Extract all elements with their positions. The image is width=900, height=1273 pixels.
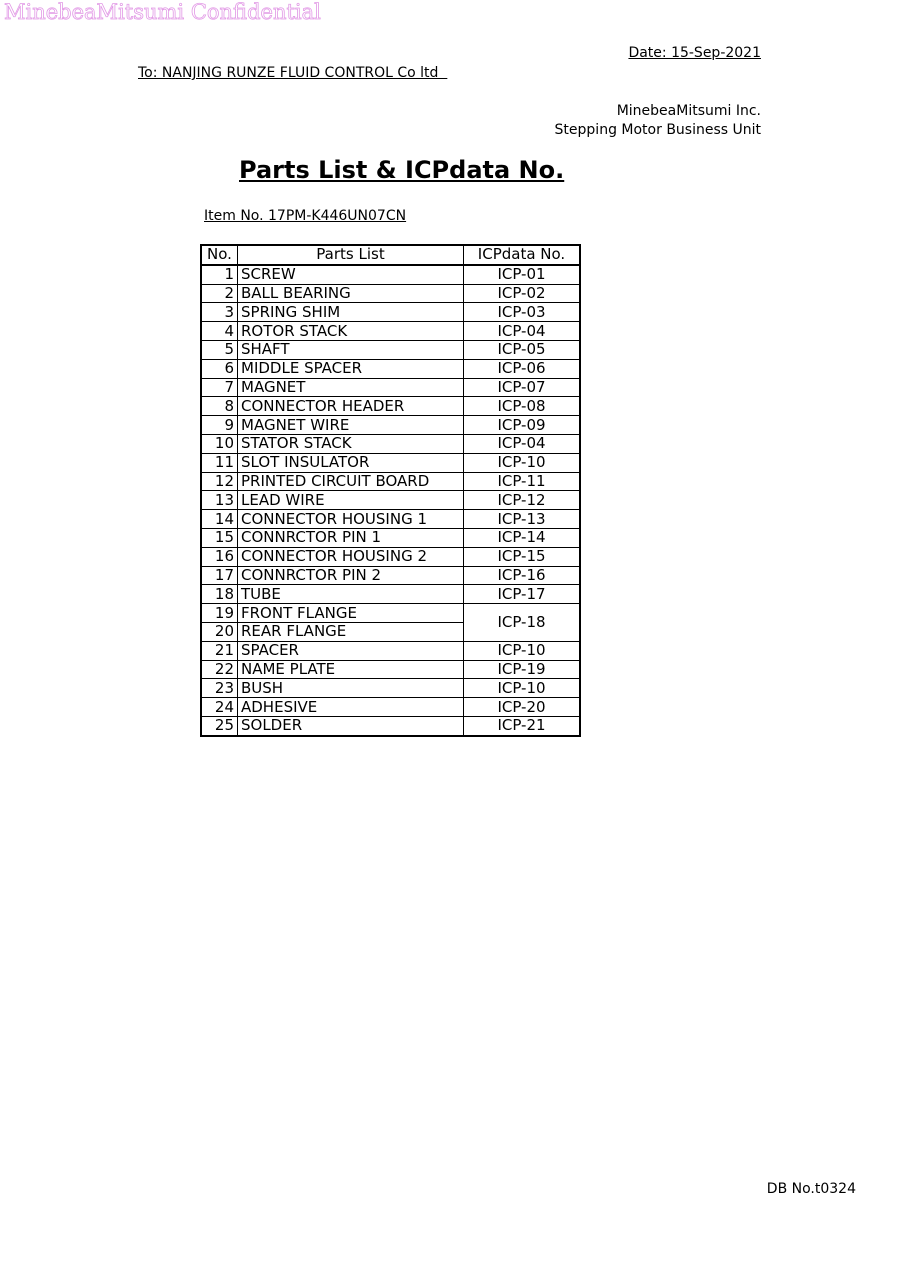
part-name: SPACER xyxy=(238,641,464,660)
table-row xyxy=(201,698,580,717)
table-row xyxy=(201,322,580,341)
row-number: 9 xyxy=(201,416,238,435)
confidential-watermark: MinebeaMitsumi Confidential xyxy=(4,0,321,24)
icpdata-number: ICP-18 xyxy=(464,604,581,642)
icpdata-number: ICP-20 xyxy=(464,698,581,717)
icpdata-number: ICP-13 xyxy=(464,510,581,529)
row-number: 12 xyxy=(201,472,238,491)
part-name: STATOR STACK xyxy=(238,434,464,453)
row-number: 15 xyxy=(201,528,238,547)
icpdata-number: ICP-04 xyxy=(464,434,581,453)
part-name: BALL BEARING xyxy=(238,284,464,303)
row-number: 3 xyxy=(201,303,238,322)
part-name: MAGNET WIRE xyxy=(238,416,464,435)
db-number: DB No.t0324 xyxy=(766,1181,856,1197)
part-name: SOLDER xyxy=(238,716,464,735)
part-name: CONNRCTOR PIN 2 xyxy=(238,566,464,585)
item-number: Item No. 17PM-K446UN07CN xyxy=(204,208,407,224)
icpdata-number: ICP-06 xyxy=(464,359,581,378)
page-title: Parts List & ICPdata No. xyxy=(239,156,565,184)
row-number: 17 xyxy=(201,566,238,585)
row-number: 2 xyxy=(201,284,238,303)
row-number: 5 xyxy=(201,340,238,359)
part-name: FRONT FLANGE xyxy=(238,604,464,623)
parts-table xyxy=(200,244,581,737)
part-name: PRINTED CIRCUIT BOARD xyxy=(238,472,464,491)
table-row xyxy=(201,265,580,284)
part-name: CONNECTOR HOUSING 1 xyxy=(238,510,464,529)
parts-table-body xyxy=(201,265,580,736)
row-number: 24 xyxy=(201,698,238,717)
table-row xyxy=(201,566,580,585)
table-row xyxy=(201,378,580,397)
icpdata-number: ICP-10 xyxy=(464,679,581,698)
row-number: 8 xyxy=(201,397,238,416)
header-icpdata-no: ICPdata No. xyxy=(464,245,581,265)
row-number: 13 xyxy=(201,491,238,510)
table-row xyxy=(201,528,580,547)
row-number: 10 xyxy=(201,434,238,453)
icpdata-number: ICP-14 xyxy=(464,528,581,547)
part-name: BUSH xyxy=(238,679,464,698)
row-number: 6 xyxy=(201,359,238,378)
row-number: 23 xyxy=(201,679,238,698)
icpdata-number: ICP-08 xyxy=(464,397,581,416)
table-row xyxy=(201,359,580,378)
part-name: SHAFT xyxy=(238,340,464,359)
part-name: SLOT INSULATOR xyxy=(238,453,464,472)
icpdata-number: ICP-10 xyxy=(464,453,581,472)
icpdata-number: ICP-11 xyxy=(464,472,581,491)
part-name: MIDDLE SPACER xyxy=(238,359,464,378)
icpdata-number: ICP-01 xyxy=(464,265,581,284)
row-number: 7 xyxy=(201,378,238,397)
icpdata-number: ICP-09 xyxy=(464,416,581,435)
table-row xyxy=(201,547,580,566)
row-number: 19 xyxy=(201,604,238,623)
table-row xyxy=(201,679,580,698)
part-name: ROTOR STACK xyxy=(238,322,464,341)
part-name: MAGNET xyxy=(238,378,464,397)
table-row xyxy=(201,303,580,322)
part-name: LEAD WIRE xyxy=(238,491,464,510)
row-number: 18 xyxy=(201,585,238,604)
header-parts-list: Parts List xyxy=(238,245,464,265)
part-name: CONNRCTOR PIN 1 xyxy=(238,528,464,547)
row-number: 14 xyxy=(201,510,238,529)
icpdata-number: ICP-07 xyxy=(464,378,581,397)
recipient: To: NANJING RUNZE FLUID CONTROL Co ltd xyxy=(138,65,448,81)
icpdata-number: ICP-03 xyxy=(464,303,581,322)
part-name: CONNECTOR HEADER xyxy=(238,397,464,416)
table-row xyxy=(201,453,580,472)
row-number: 21 xyxy=(201,641,238,660)
table-row xyxy=(201,416,580,435)
table-row xyxy=(201,472,580,491)
icpdata-number: ICP-04 xyxy=(464,322,581,341)
row-number: 25 xyxy=(201,716,238,735)
icpdata-number: ICP-05 xyxy=(464,340,581,359)
row-number: 11 xyxy=(201,453,238,472)
table-row xyxy=(201,604,580,623)
row-number: 16 xyxy=(201,547,238,566)
table-row xyxy=(201,340,580,359)
table-row xyxy=(201,284,580,303)
part-name: NAME PLATE xyxy=(238,660,464,679)
icpdata-number: ICP-19 xyxy=(464,660,581,679)
icpdata-number: ICP-15 xyxy=(464,547,581,566)
table-row xyxy=(201,397,580,416)
row-number: 1 xyxy=(201,265,238,284)
table-header-row xyxy=(201,245,580,265)
header-no: No. xyxy=(201,245,238,265)
table-row xyxy=(201,716,580,735)
table-row xyxy=(201,660,580,679)
part-name: REAR FLANGE xyxy=(238,622,464,641)
part-name: SPRING SHIM xyxy=(238,303,464,322)
icpdata-number: ICP-10 xyxy=(464,641,581,660)
icpdata-number: ICP-21 xyxy=(464,716,581,735)
icpdata-number: ICP-12 xyxy=(464,491,581,510)
icpdata-number: ICP-17 xyxy=(464,585,581,604)
business-unit: Stepping Motor Business Unit xyxy=(554,122,761,138)
row-number: 20 xyxy=(201,622,238,641)
table-row xyxy=(201,510,580,529)
company-name: MinebeaMitsumi Inc. xyxy=(616,103,761,119)
table-row xyxy=(201,641,580,660)
document-date: Date: 15-Sep-2021 xyxy=(628,45,761,61)
icpdata-number: ICP-02 xyxy=(464,284,581,303)
table-row xyxy=(201,491,580,510)
table-row xyxy=(201,585,580,604)
table-row xyxy=(201,434,580,453)
part-name: CONNECTOR HOUSING 2 xyxy=(238,547,464,566)
sender-block xyxy=(555,102,761,140)
part-name: ADHESIVE xyxy=(238,698,464,717)
part-name: TUBE xyxy=(238,585,464,604)
row-number: 4 xyxy=(201,322,238,341)
part-name: SCREW xyxy=(238,265,464,284)
row-number: 22 xyxy=(201,660,238,679)
icpdata-number: ICP-16 xyxy=(464,566,581,585)
